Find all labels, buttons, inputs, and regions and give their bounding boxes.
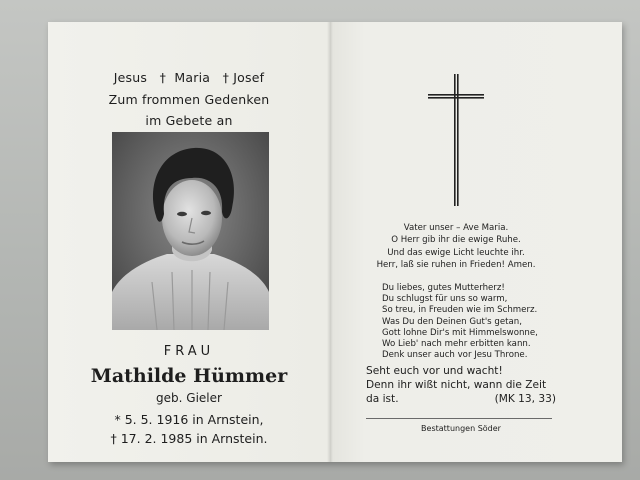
poem-line: Denk unser auch vor Jesu Throne. <box>382 350 528 361</box>
death-date: † 17. 2. 1985 in Arnstein. <box>110 431 268 446</box>
exhortation-end: da ist. <box>366 393 399 405</box>
prayer-line: O Herr gib ihr die ewige Ruhe. <box>391 235 521 246</box>
memorial-card <box>48 22 622 462</box>
header-line-2: Zum frommen Gedenken <box>108 92 270 107</box>
undertaker-name: Bestattungen Söder <box>421 424 501 433</box>
header-line-3: im Gebete an <box>145 113 233 128</box>
title-frau: FRAU <box>163 344 215 359</box>
cross-glyph-1: † <box>159 70 167 85</box>
header-line-1 <box>48 70 330 85</box>
prayer-line: Herr, laß sie ruhen in Frieden! Amen. <box>376 259 536 270</box>
card-fold <box>327 22 333 462</box>
prayer-line: Vater unser – Ave Maria. <box>403 223 509 233</box>
right-page <box>330 22 622 462</box>
deceased-name: Mathilde Hümmer <box>90 365 288 387</box>
poem-line: Du liebes, gutes Mutterherz! <box>382 283 505 293</box>
divider-line <box>366 418 552 419</box>
maiden-name: geb. Gieler <box>156 391 222 405</box>
poem-block <box>382 283 592 361</box>
birth-date: * 5. 5. 1916 in Arnstein, <box>114 412 264 427</box>
exhortation-line: Denn ihr wißt nicht, wann die Zeit <box>366 379 547 391</box>
latin-cross-icon <box>426 72 486 212</box>
header-maria: Maria <box>174 70 211 85</box>
poem-line: So treu, in Freuden wie im Schmerz. <box>382 305 538 316</box>
portrait-drawing <box>112 132 269 330</box>
exhortation-line <box>366 392 556 406</box>
cross-glyph-2: † <box>222 70 230 85</box>
poem-line: Wo Lieb' nach mehr erbitten kann. <box>382 339 531 350</box>
exhortation-line: Seht euch vor und wacht! <box>366 365 503 377</box>
header-josef: Josef <box>233 70 265 85</box>
prayer-block <box>356 222 556 271</box>
exhortation-block <box>366 364 586 406</box>
poem-line: Was Du den Deinen Gut's getan, <box>382 316 522 327</box>
header-jesus: Jesus <box>113 70 148 85</box>
prayer-line: Und das ewige Licht leuchte ihr. <box>387 247 525 258</box>
poem-line: Du schlugst für uns so warm, <box>382 294 508 305</box>
scripture-reference: (MK 13, 33) <box>494 393 556 405</box>
left-page <box>48 22 330 462</box>
poem-line: Gott lohne Dir's mit Himmelswonne, <box>382 327 538 338</box>
portrait-photo <box>112 132 269 330</box>
